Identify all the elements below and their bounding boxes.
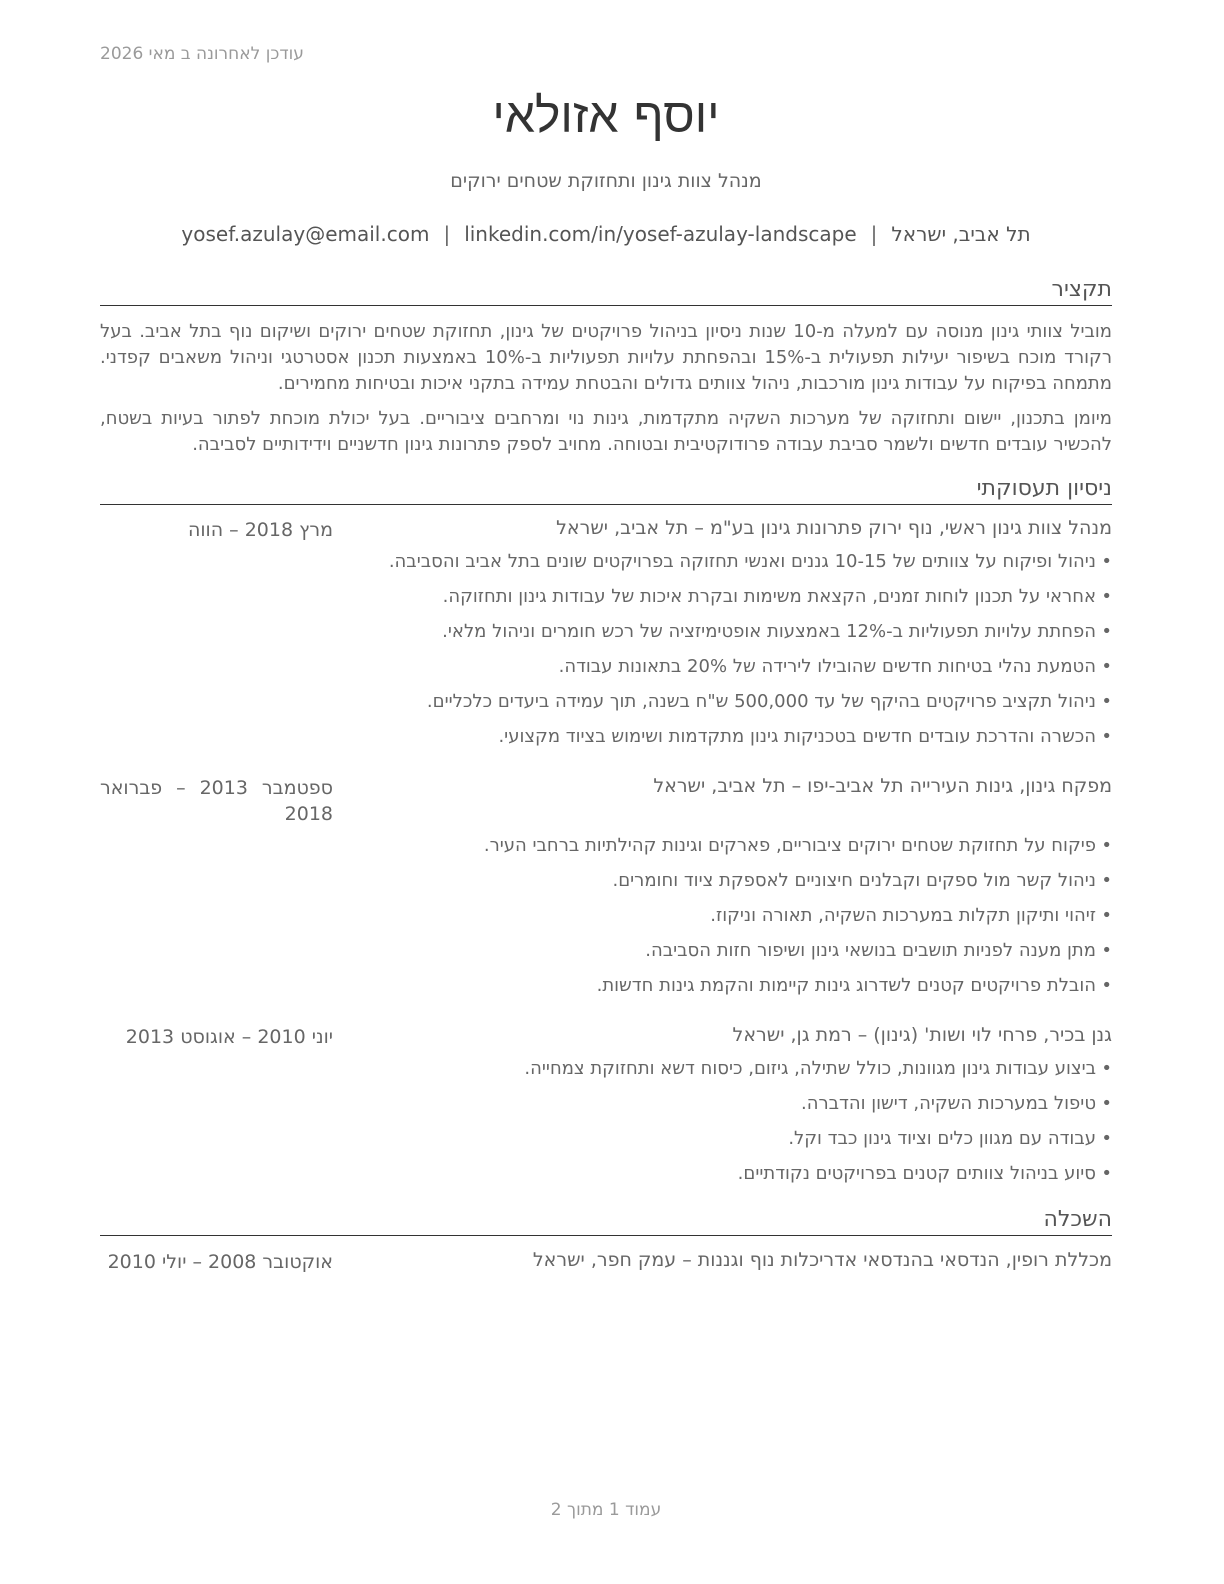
resume-page [100, 0, 1112, 1584]
list-item: • זיהוי ותיקון תקלות במערכות השקיה, תאורה וניקוז. [100, 904, 1112, 939]
job-entry-3 [100, 1024, 1112, 1050]
job-1-bullets [100, 550, 1112, 760]
education-dates: אוקטובר 2008 – יולי 2010 [107, 1251, 333, 1273]
list-item: • אחראי על תכנון לוחות זמנים, הקצאת משימות ובקרת איכות של עבודות גינון ותחזוקה. [100, 585, 1112, 620]
candidate-name: יוסף אזולאי [492, 88, 720, 144]
list-item: • הכשרה והדרכת עובדים חדשים בטכניקות גינון מתקדמות ושימוש בציוד מקצועי. [100, 725, 1112, 760]
contact-email[interactable]: yosef.azulay@email.com [181, 222, 430, 246]
list-item: • טיפול במערכות השקיה, דישון והדברה. [100, 1092, 1112, 1127]
list-item: • הפחתת עלויות תפעוליות ב-12% באמצעות אופטימיזציה של רכש חומרים וניהול מלאי. [100, 620, 1112, 655]
list-item: • ביצוע עבודות גינון מגוונות, כולל שתילה, גיזום, כיסוח דשא ותחזוקת צמחייה. [100, 1057, 1112, 1092]
job-dates: מרץ 2018 – הווה [187, 519, 333, 541]
experience-title: ניסיון תעסוקתי [100, 476, 1112, 505]
list-item: • פיקוח על תחזוקת שטחים ירוקים ציבוריים, פארקים וגינות קהילתיות ברחבי העיר. [100, 834, 1112, 869]
contact-location: תל אביב, ישראל [891, 222, 1031, 246]
contact-separator: | [443, 222, 451, 246]
job-2-bullets [100, 834, 1112, 1009]
summary-title: תקציר [100, 277, 1112, 306]
list-item: • הובלת פרויקטים קטנים לשדרוג גינות קיימות והקמת גינות חדשות. [100, 974, 1112, 1009]
list-item: • מתן מענה לפניות תושבים בנושאי גינון ושיפור חזות הסביבה. [100, 939, 1112, 974]
job-dates: יוני 2010 – אוגוסט 2013 [125, 1026, 333, 1048]
education-entry [100, 1249, 1112, 1275]
last-updated: עודכן לאחרונה ב מאי 2026 [100, 44, 304, 64]
job-entry-1 [100, 517, 1112, 543]
list-item: • ניהול קשר מול ספקים וקבלנים חיצוניים לאספקת ציוד וחומרים. [100, 869, 1112, 904]
contact-separator: | [870, 222, 878, 246]
job-title: גנן בכיר, פרחי לוי ושות' (גינון) – רמת גן, ישראל [732, 1024, 1112, 1046]
job-title: מנהל צוות גינון ראשי, נוף ירוק פתרונות גינון בע"מ – תל אביב, ישראל [556, 517, 1112, 539]
job-subtitle: מנהל צוות גינון ותחזוקת שטחים ירוקים [450, 170, 762, 192]
summary-paragraph-1: מוביל צוותי גינון מנוסה עם למעלה מ-10 שנות ניסיון בניהול פרויקטים של גינון, תחזוקת שטחים ירוקים ושיקום נוף בתל אביב. בעל רקורד מוכח בשיפור יעילות תפעולית ב-15% ובהפחתת עלויות תפעוליות ב-10% באמצעות תכנון אסטרטגי וניהול משאבים קפדני. מתמחה בפיקוח על עבודות גינון מורכבות, ניהול צוותים גדולים והבטחת עמידה בתקני איכות ובטיחות מחמירים. [100, 321, 1112, 394]
job-entry-2 [100, 775, 1112, 825]
list-item: • הטמעת נהלי בטיחות חדשים שהובילו לירידה של 20% בתאונות עבודה. [100, 655, 1112, 690]
job-3-bullets [100, 1057, 1112, 1197]
education-title-text: מכללת רופין, הנדסאי בהנדסאי אדריכלות נוף וגננות – עמק חפר, ישראל [532, 1249, 1112, 1271]
education-title: השכלה [100, 1207, 1112, 1236]
contact-linkedin[interactable]: linkedin.com/in/yosef-azulay-landscape [464, 222, 857, 246]
contact-line [100, 222, 1112, 246]
list-item: • עבודה עם מגוון כלים וציוד גינון כבד וקל. [100, 1127, 1112, 1162]
job-dates: ספטמבר 2013 – פברואר 2018 [100, 777, 333, 825]
list-item: • סיוע בניהול צוותים קטנים בפרויקטים נקודתיים. [100, 1162, 1112, 1197]
list-item: • ניהול תקציב פרויקטים בהיקף של עד 500,000 ש"ח בשנה, תוך עמידה ביעדים כלכליים. [100, 690, 1112, 725]
page-number: עמוד 1 מתוך 2 [550, 1500, 662, 1520]
job-title: מפקח גינון, גינות העירייה תל אביב-יפו – תל אביב, ישראל [653, 775, 1112, 797]
list-item: • ניהול ופיקוח על צוותים של 10-15 גננים ואנשי תחזוקה בפרויקטים שונים בתל אביב והסביבה. [100, 550, 1112, 585]
summary-paragraph-2: מיומן בתכנון, יישום ותחזוקה של מערכות השקיה מתקדמות, גינות נוי ומרחבים ציבוריים. בעל יכולת מוכחת לפתור בעיות בשטח, להכשיר עובדים חדשים ולשמר סביבת עבודה פרודוקטיבית ובטוחה. מחויב לספק פתרונות גינון חדשניים וידידותיים לסביבה. [100, 408, 1112, 455]
